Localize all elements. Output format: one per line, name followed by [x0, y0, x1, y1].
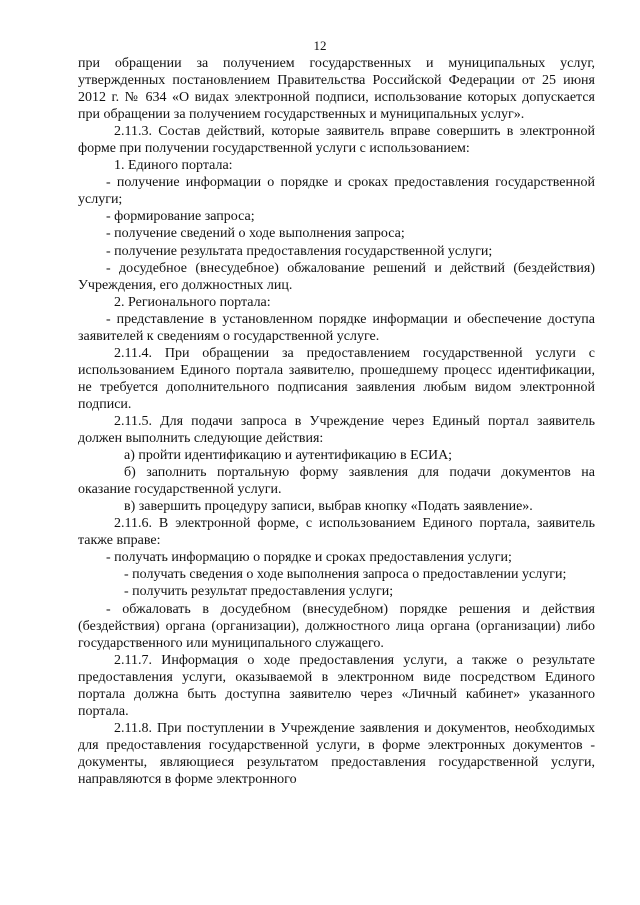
list-item-a: а) пройти идентификацию и аутентификацию в ЕСИА; [124, 448, 453, 464]
page-number: 12 [313, 38, 327, 53]
list-item-request-forming: - формирование запроса; [106, 209, 255, 225]
paragraph-2-11-6: 2.11.6. В электронной форме, с использованием Единого портала, заявитель также вправе: [78, 516, 595, 549]
list-item-b: б) заполнить портальную форму заявления для подачи документов на оказание государственной услуги. [78, 465, 595, 498]
paragraph-unified-portal-heading: 1. Единого портала: [114, 158, 233, 174]
list-item-appeal-decisions: - обжаловать в досудебном (внесудебном) порядке решения и действия (бездействия) органа (организации), должностного лица органа (организации) либо государственного или муниципального служащего. [78, 601, 595, 651]
list-item-result: - получение результата предоставления государственной услуги; [106, 243, 493, 259]
list-item-appeal: - досудебное (внесудебное) обжалование решений и действий (бездействия) Учреждения, его должностных лиц. [78, 260, 595, 293]
list-item-c: в) завершить процедуру записи, выбрав кнопку «Подать заявление». [124, 499, 533, 515]
list-item-get-result: - получить результат предоставления услуги; [124, 584, 394, 600]
paragraph-intro-continuation: при обращении за получением государственных и муниципальных услуг, утвержденных постановлением Правительства Российской Федерации от 25 июня 2012 г. № 634 «О видах электронной подписи, использование которых допускается при обращении за получением государственных и муниципальных услуг». [78, 56, 595, 123]
paragraph-regional-portal-heading: 2. Регионального портала: [114, 294, 271, 310]
list-item-get-progress: - получать сведения о ходе выполнения запроса о предоставлении услуги; [124, 567, 567, 583]
paragraph-2-11-3: 2.11.3. Состав действий, которые заявитель вправе совершить в электронной форме при получении государственной услуги с использованием: [78, 124, 595, 157]
paragraph-2-11-4: 2.11.4. При обращении за предоставлением государственной услуги с использованием Единого портала заявителю, прошедшему процесс идентификации, не требуется дополнительного подписания заявления любым видом электронной подписи. [78, 345, 595, 412]
paragraph-2-11-8: 2.11.8. При поступлении в Учреждение заявления и документов, необходимых для предоставления государственной услуги, в форме электронных документов - документы, являющиеся результатом предоставления государственной услуги, направляются в форме электронного [78, 720, 595, 787]
document-body [78, 55, 595, 788]
list-item-progress-info: - получение сведений о ходе выполнения запроса; [106, 226, 405, 242]
list-item-info: - получение информации о порядке и сроках предоставления государственной услуги; [78, 175, 595, 208]
list-item-get-info: - получать информацию о порядке и сроках предоставления услуги; [106, 550, 512, 566]
paragraph-2-11-5: 2.11.5. Для подачи запроса в Учреждение через Единый портал заявитель должен выполнить следующие действия: [78, 413, 595, 447]
list-item-regional-info: - представление в установленном порядке информации и обеспечение доступа заявителей к сведениям о государственной услуге. [78, 311, 595, 344]
paragraph-2-11-7: 2.11.7. Информация о ходе предоставления услуги, а также о результате предоставления услуги, оказываемой в электронном виде посредством Единого портала должна быть доступна заявителю через «Личный кабинет» указанного портала. [78, 652, 595, 719]
